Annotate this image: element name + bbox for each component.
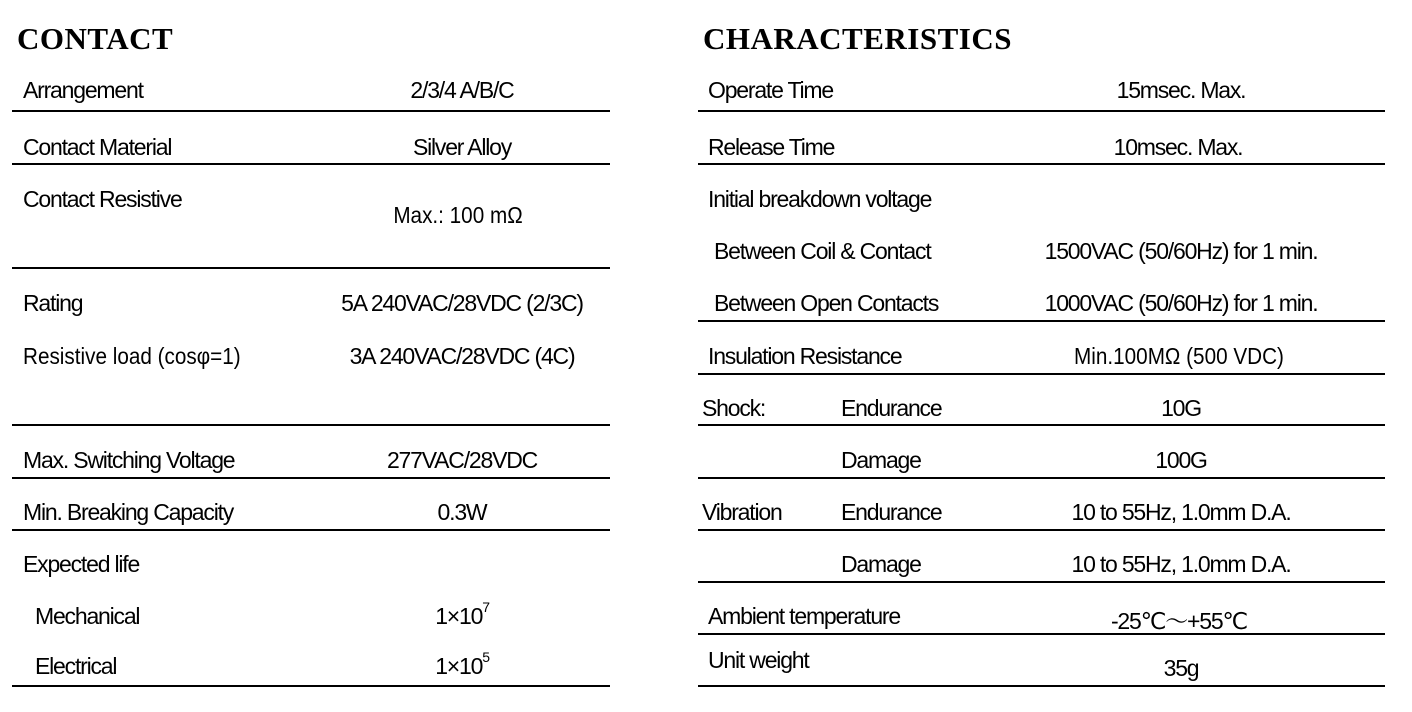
ambient-temperature-value: -25℃～+55℃ (1110, 608, 1248, 634)
divider (698, 110, 1385, 112)
release-time-label: Release Time (708, 134, 835, 160)
divider (698, 581, 1385, 583)
shock-label: Shock: (702, 395, 766, 421)
vibration-damage-value: 10 to 55Hz, 1.0mm D.A. (1071, 551, 1291, 577)
vibration-endurance-value: 10 to 55Hz, 1.0mm D.A. (1071, 499, 1291, 525)
divider (698, 373, 1385, 375)
release-time-value: 10msec. Max. (1113, 134, 1243, 160)
divider (698, 477, 1385, 479)
exponent: 5 (482, 649, 489, 665)
vibration-label: Vibration (702, 499, 782, 525)
max-switching-voltage-value: 277VAC/28VDC (386, 447, 538, 473)
divider (12, 163, 610, 165)
operate-time-value: 15msec. Max. (1116, 77, 1246, 103)
characteristics-section-title: CHARACTERISTICS (703, 21, 1012, 56)
mechanical-label: Mechanical (35, 603, 140, 629)
contact-resistive-value: Max.: 100 mΩ (393, 202, 523, 228)
ambient-temperature-label: Ambient temperature (708, 603, 900, 629)
max-switching-voltage-label: Max. Switching Voltage (23, 447, 235, 473)
insulation-resistance-label: Insulation Resistance (708, 343, 902, 369)
unit-weight-label: Unit weight (708, 647, 809, 673)
coil-contact-label: Between Coil & Contact (714, 238, 931, 264)
rating-value-2-3c: 5A 240VAC/28VDC (2/3C) (341, 290, 583, 316)
min-breaking-capacity-label: Min. Breaking Capacity (23, 499, 234, 525)
rating-label: Rating (23, 290, 83, 316)
rating-value-4c: 3A 240VAC/28VDC (4C) (349, 343, 575, 369)
vibration-endurance-label: Endurance (841, 499, 942, 525)
shock-endurance-value: 10G (1161, 395, 1201, 421)
electrical-life-value: $1\times 10^5$ (435, 649, 489, 679)
arrangement-label: Arrangement (23, 77, 143, 103)
divider (12, 477, 610, 479)
divider (698, 529, 1385, 531)
unit-weight-value: 35g (1163, 655, 1199, 681)
open-contacts-value: 1000VAC (50/60Hz) for 1 min. (1044, 290, 1318, 316)
divider (12, 529, 610, 531)
contact-section-title: CONTACT (17, 21, 174, 56)
divider (698, 685, 1385, 687)
coil-contact-value: 1500VAC (50/60Hz) for 1 min. (1044, 238, 1318, 264)
divider (12, 424, 610, 426)
operate-time-label: Operate Time (708, 77, 833, 103)
resistive-load-label: Resistive load (cosφ=1) (23, 343, 241, 369)
shock-damage-label: Damage (841, 447, 921, 473)
divider (12, 685, 610, 687)
arrangement-value: 2/3/4 A/B/C (410, 77, 514, 103)
divider (12, 267, 610, 269)
shock-damage-value: 100G (1155, 447, 1207, 473)
exponent: 7 (482, 599, 489, 615)
divider (698, 633, 1385, 635)
breakdown-voltage-label: Initial breakdown voltage (708, 186, 932, 212)
divider (698, 424, 1385, 426)
divider (12, 110, 610, 112)
contact-material-label: Contact Material (23, 134, 172, 160)
open-contacts-label: Between Open Contacts (714, 290, 939, 316)
vibration-damage-label: Damage (841, 551, 921, 577)
shock-endurance-label: Endurance (841, 395, 942, 421)
contact-material-value: Silver Alloy (412, 134, 512, 160)
insulation-resistance-value: Min.100MΩ (500 VDC) (1074, 343, 1284, 369)
electrical-label: Electrical (35, 653, 117, 679)
contact-resistive-label: Contact Resistive (23, 186, 182, 212)
divider (698, 320, 1385, 322)
mechanical-life-value: $1\times 10^7$ (435, 599, 489, 629)
expected-life-label: Expected life (23, 551, 140, 577)
min-breaking-capacity-value: 0.3W (437, 499, 487, 525)
divider (698, 163, 1385, 165)
